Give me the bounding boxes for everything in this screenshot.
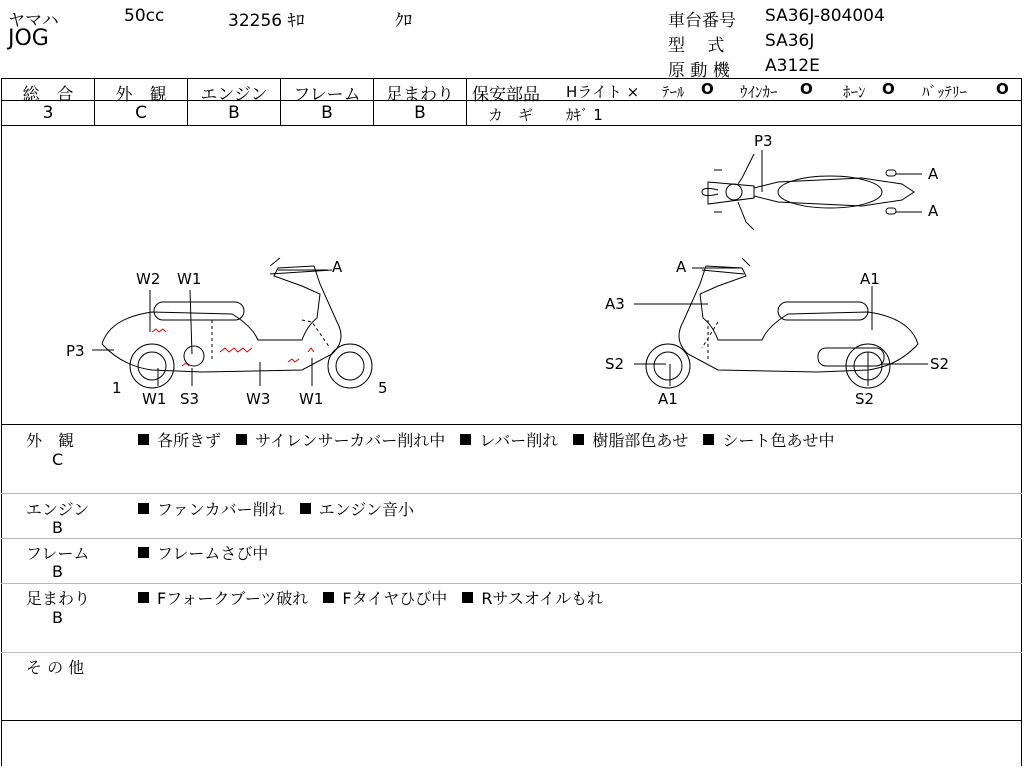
winker-label: ｳｲﾝｶｰ — [740, 83, 778, 101]
diag-label-p3-top: P3 — [754, 132, 773, 150]
section-items-suspension — [138, 586, 613, 609]
key-value: ｶｷﾞ 1 — [566, 106, 603, 124]
diag-label-a-top: A — [928, 165, 939, 183]
type-label: 型 式 — [668, 36, 725, 56]
divider — [1, 493, 1022, 494]
diag-label-p3: P3 — [66, 342, 85, 360]
section-label-engine: エンジン — [26, 500, 90, 519]
safety-title: 保安部品 — [472, 85, 540, 105]
divider — [1, 583, 1022, 584]
section-items-frame — [138, 541, 278, 564]
divider — [1, 424, 1022, 425]
diag-label-s2: S2 — [605, 355, 625, 373]
section-label-frame: フレーム — [26, 544, 90, 563]
section-items-exterior — [138, 428, 844, 451]
scooter-left-view — [66, 258, 388, 408]
grade-engine: B — [228, 103, 240, 123]
engine-code-label: 原 動 機 — [668, 61, 730, 81]
note-item: Fタイヤひび中 — [342, 589, 448, 608]
note-item: フレームさび中 — [157, 544, 269, 563]
section-label-exterior: 外 観 — [26, 431, 75, 450]
rear-wheel — [130, 344, 174, 388]
note-item: レバー削れ — [479, 431, 559, 450]
model-name: JOG — [8, 26, 49, 51]
section-grade-exterior: C — [52, 450, 64, 469]
scooter-right-view — [605, 258, 949, 408]
diag-label-w1: W1 — [299, 390, 324, 408]
diag-label-1: 1 — [112, 379, 122, 397]
damage-diagram — [2, 126, 1020, 423]
grade-total-label: 総 合 — [22, 85, 74, 105]
note-item: 樹脂部色あせ — [592, 431, 689, 450]
seat — [154, 302, 244, 320]
muffler — [818, 348, 884, 366]
tail-label: ﾃｰﾙ — [662, 83, 685, 101]
grade-engine-label: エンジン — [200, 85, 268, 105]
diag-label-a3: A3 — [605, 295, 625, 313]
key-label: カ ギ — [488, 106, 534, 124]
diag-label-a-top: A — [928, 202, 939, 220]
section-grade-engine: B — [52, 518, 63, 537]
section-label-other: そ の 他 — [26, 658, 85, 677]
section-grade-frame: B — [52, 562, 63, 581]
grade-frame: B — [321, 103, 333, 123]
diag-label-a-right: A — [676, 258, 687, 276]
divider — [1, 720, 1022, 721]
front-wheel — [646, 344, 690, 388]
divider — [1, 652, 1022, 653]
diag-label-s2: S2 — [855, 390, 875, 408]
diag-label-w1: W1 — [142, 390, 167, 408]
diag-label-s2: S2 — [930, 355, 950, 373]
section-grade-suspension: B — [52, 608, 63, 627]
tail-ok-icon: O — [701, 80, 714, 98]
divider — [1, 538, 1022, 539]
scooter-top-view — [702, 132, 939, 230]
engine-code: A312E — [765, 56, 820, 76]
battery-label: ﾊﾞｯﾃﾘｰ — [922, 83, 968, 101]
frame-number: SA36J-804004 — [765, 6, 885, 26]
color: ｸﾛ — [395, 11, 412, 31]
maker: ヤマハ — [8, 11, 59, 31]
seat — [778, 176, 882, 208]
seat — [778, 302, 868, 320]
displacement: 50cc — [124, 6, 165, 26]
diag-label-a: A — [332, 258, 343, 276]
section-items-engine — [138, 497, 424, 520]
front-wheel — [328, 344, 372, 388]
note-item: ファンカバー削れ — [157, 500, 285, 519]
grade-frame-label: フレーム — [293, 85, 361, 105]
horn-label: ﾎｰﾝ — [843, 83, 866, 101]
mileage: 32256 ｷﾛ — [228, 11, 305, 31]
grade-suspension-label: 足まわり — [386, 85, 454, 105]
diag-label-w1: W1 — [177, 270, 202, 288]
grade-suspension: B — [414, 103, 426, 123]
diag-label-s3: S3 — [180, 390, 200, 408]
note-item: サイレンサーカバー削れ中 — [255, 431, 446, 450]
headlight-status: Hライト × — [566, 83, 640, 101]
note-item: Fフォークブーツ破れ — [157, 589, 309, 608]
frame-number-label: 車台番号 — [668, 11, 736, 31]
diag-label-a1: A1 — [860, 270, 880, 288]
note-item: シート色あせ中 — [722, 431, 835, 450]
grade-exterior-label: 外 観 — [115, 85, 167, 105]
section-label-suspension: 足まわり — [26, 589, 91, 608]
note-item: エンジン音小 — [318, 500, 414, 519]
diag-label-a1: A1 — [658, 390, 678, 408]
battery-ok-icon: O — [996, 80, 1009, 98]
note-item: 各所きず — [157, 431, 222, 450]
divider — [466, 78, 467, 125]
diag-label-5: 5 — [378, 379, 388, 397]
diag-label-w2: W2 — [136, 270, 161, 288]
grade-exterior: C — [135, 103, 147, 123]
note-item: Rサスオイルもれ — [481, 589, 604, 608]
grade-total: 3 — [42, 103, 54, 123]
type-value: SA36J — [765, 31, 815, 51]
winker-ok-icon: O — [800, 80, 813, 98]
diag-label-w3: W3 — [246, 390, 271, 408]
horn-ok-icon: O — [882, 80, 895, 98]
